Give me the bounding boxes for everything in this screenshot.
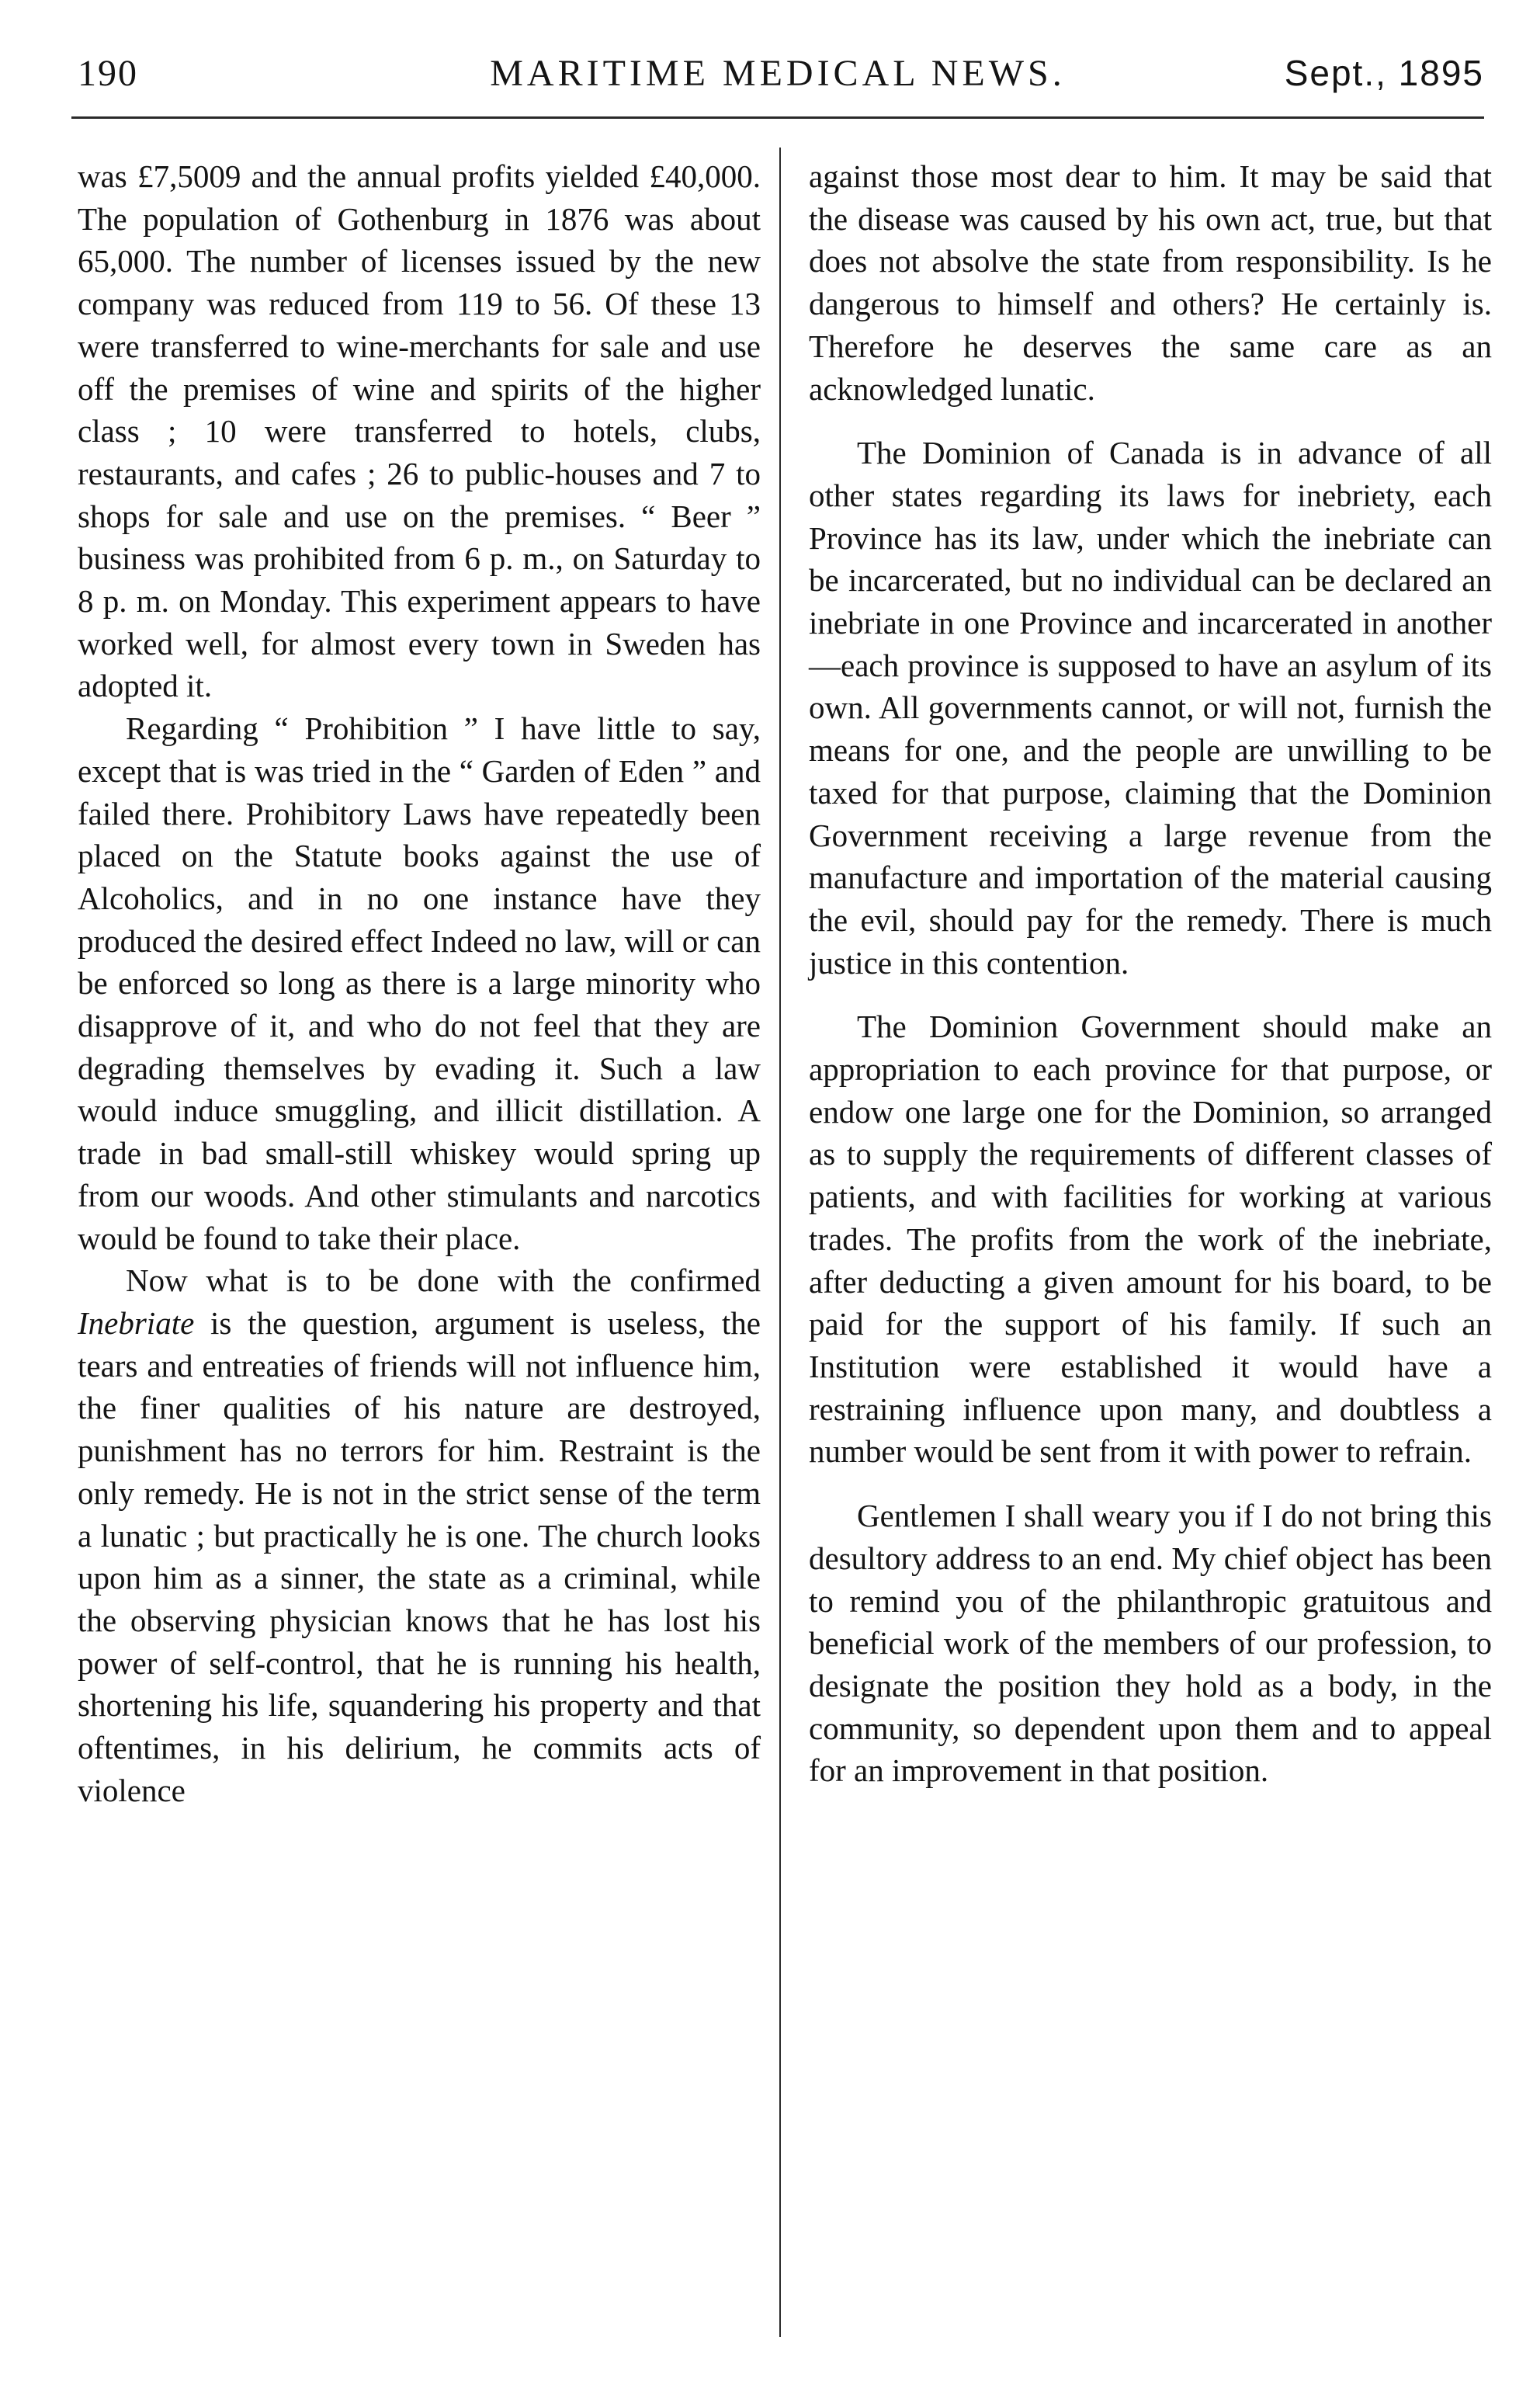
- header-rule: [71, 116, 1484, 119]
- paragraph-inebriate-end: is the question, argument is useless, the tears and entreaties of friends will not influence him, the finer qualities of his nature are destroyed, punishment has no terrors for him. Restraint is the only remedy. He is not in the strict sense of the term a lunatic ; but practically he is one. The church looks upon him as a sinner, the state as a criminal, while the observing physician knows that he has lost his power of self-control, that he is running his health, shortening his life, squandering his property and that oftentimes, in his delirium, he commits acts of violence: [78, 1304, 761, 1808]
- issue-date: Sept., 1895: [1284, 53, 1484, 93]
- journal-title: MARITIME MEDICAL NEWS.: [490, 53, 1066, 94]
- column-divider: [779, 148, 781, 2337]
- page-number: 190: [78, 53, 138, 94]
- paragraph-responsibility: against those most dear to him. It may be said that the disease was caused by his own act, true, but that does not absolve the state from responsibility. Is he dangerous to himself and others? He certainly is. Therefore he deserves the same care as an acknowledged lunatic.: [809, 158, 1492, 407]
- paragraph-prohibition: Regarding “ Prohibition ” I have little to say, except that is was tried in the “ Garden of Eden ” and failed there. Prohibitory Laws have repeatedly been placed on the Statute books against the use of Alcoholics, and in no one instance have they produced the desired effect Indeed no law, will or can be enforced so long as there is a large minority who disapprove of it, and who do not feel that they are degrading themselves by evading it. Such a law would induce smuggling, and illicit distillation. A trade in bad small-still whiskey would spring up from our woods. And other stimulants and narcotics would be found to take their place.: [78, 710, 761, 1256]
- paragraph-dominion-government: The Dominion Government should make an appropriation to each province for that purpose, or endow one large one for the Dominion, so arranged as to supply the requirements of different classes of patients, and with facilities for working at various trades. The profits from the work of the inebriate, after deducting a given amount for his board, to be paid for the support of his family. If such an Institution were established it would have a restraining influence upon many, and doubtless a number would be sent from it with power to refrain.: [809, 1009, 1492, 1470]
- paragraph-dominion-canada: The Dominion of Canada is in advance of all other states regarding its laws for inebriety, each Province has its law, under which the inebriate can be incarcerated, but no individual can be declared an inebriate in one Province and incarcerated in another—each province is supposed to have an asylum of its own. All governments cannot, or will not, furnish the means for one, and the people are unwilling to be taxed for that purpose, claiming that the Dominion Government receiving a large revenue from the manufacture and importation of the material causing the evil, should pay for the remedy. There is much justice in this contention.: [809, 435, 1492, 981]
- paragraph-gothenburg: was £7,5009 and the annual profits yielded £40,000. The population of Gothenburg in 1876 was about 65,000. The number of licenses issued by the new company was reduced from 119 to 56. Of these 13 were transferred to wine-merchants for sale and use off the premises of wine and spirits of the higher class ; 10 were transferred to hotels, clubs, restaurants, and cafes ; 26 to public-houses and 7 to shops for sale and use on the premises. “ Beer ” business was prohibited from 6 p. m., on Saturday to 8 p. m. on Monday. This experiment appears to have worked well, for almost every town in Sweden has adopted it.: [78, 158, 761, 704]
- left-column: [78, 155, 761, 1811]
- paragraph-inebriate-start: Now what is to be done with the confirmed: [126, 1262, 761, 1299]
- paragraph-conclusion: Gentlemen I shall weary you if I do not bring this desultory address to an end. My chief object has been to remind you of the philanthropic gratuitous and beneficial work of the members of our profession, to designate the position they hold as a body, in the community, so dependent upon them and to appeal for an improvement in that position.: [809, 1498, 1492, 1789]
- right-column: [809, 155, 1492, 1814]
- inebriate-italic-term: Inebriate: [78, 1304, 195, 1341]
- paragraph-inebriate: [78, 1259, 761, 1811]
- page-header: [71, 43, 1484, 105]
